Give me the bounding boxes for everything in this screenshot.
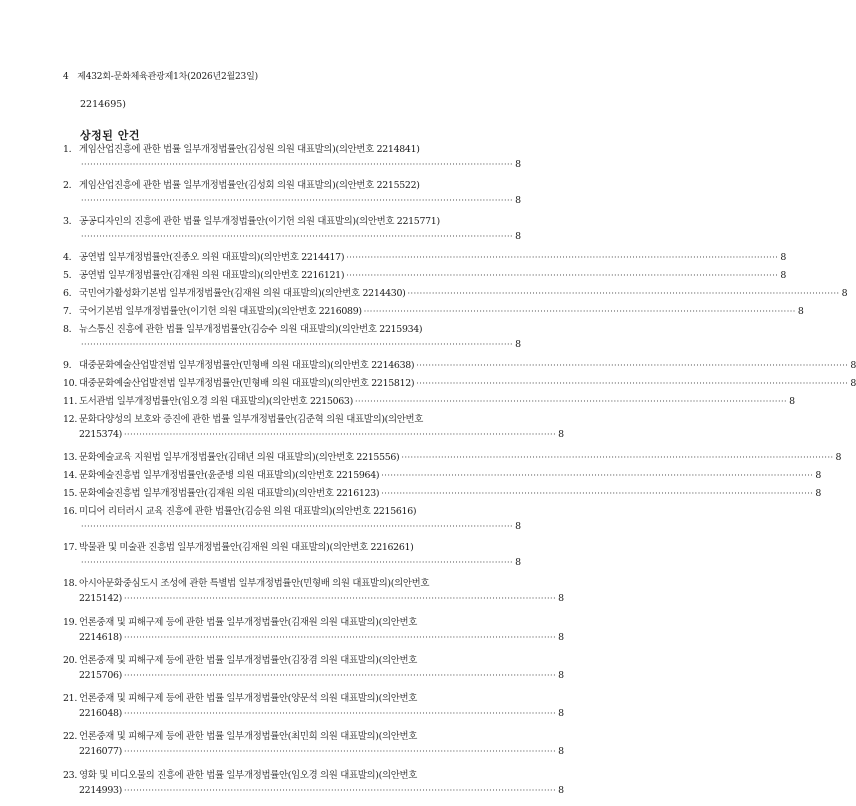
agenda-item-line — [63, 576, 505, 591]
page-number: 4 — [63, 72, 69, 82]
agenda-item-number: 3. — [63, 216, 72, 227]
agenda-item — [63, 286, 848, 301]
agenda-item-number: 6. — [63, 288, 72, 299]
agenda-item-line — [63, 427, 564, 442]
agenda-item — [63, 304, 804, 319]
agenda-item-line — [63, 229, 521, 244]
agenda-item-line — [63, 783, 564, 798]
agenda-item-number: 14. — [63, 470, 78, 482]
agenda-item-number: 18. — [63, 578, 78, 590]
agenda-item-title: 대중문화예술산업발전법 일부개정법률안(민형배 의원 대표발의)(의안번호 2214638) — [79, 360, 415, 371]
dot-leader — [416, 358, 848, 373]
agenda-item-title: 언론중재 및 피해구제 등에 관한 법률 일부개정법률안(김장겸 의원 대표발의)(의안번호 — [79, 654, 417, 666]
agenda-item-page: 8 — [558, 746, 564, 758]
dot-leader — [124, 668, 556, 683]
agenda-item-line — [63, 142, 505, 157]
agenda-item-title: 대중문화예술산업발전법 일부개정법률안(민형배 의원 대표발의)(의안번호 2215812) — [79, 378, 415, 389]
agenda-item-page: 8 — [850, 378, 856, 389]
dot-leader — [124, 630, 556, 645]
agenda-item-title: 국민여가활성화기본법 일부개정법률안(김재원 의원 대표발의)(의안번호 2214430) — [79, 288, 406, 299]
agenda-item-line — [63, 376, 856, 391]
agenda-item-page: 8 — [558, 429, 564, 440]
agenda-item-title: 공연법 일부개정법률안(김재원 의원 대표발의)(의안번호 2216121) — [79, 270, 345, 281]
dot-leader — [408, 286, 840, 301]
agenda-item-title: 문화예술교육 지원법 일부개정법률안(김태년 의원 대표발의)(의안번호 2215556) — [79, 452, 400, 464]
agenda-item-line — [63, 450, 842, 465]
agenda-item-line — [63, 744, 564, 759]
agenda-item-title: 게임산업진흥에 관한 법률 일부개정법률안(김성회 의원 대표발의)(의안번호 2215522) — [79, 180, 420, 191]
agenda-item-number: 10. — [63, 378, 78, 389]
agenda-item-page: 8 — [515, 339, 521, 350]
dot-leader — [81, 193, 513, 208]
agenda-item — [63, 615, 564, 645]
agenda-item-line — [63, 504, 505, 519]
agenda-item-line — [63, 193, 521, 208]
agenda-item-line — [63, 214, 505, 229]
agenda-item-number: 5. — [63, 270, 72, 281]
agenda-item-title: 뉴스통신 진흥에 관한 법률 일부개정법률안(김승수 의원 대표발의)(의안번호 2215934) — [79, 324, 423, 335]
agenda-item-line — [63, 691, 505, 706]
agenda-item — [63, 142, 521, 172]
dot-leader — [81, 157, 513, 172]
agenda-item-page: 8 — [797, 306, 804, 317]
agenda-item-page: 8 — [558, 784, 564, 796]
agenda-item-line — [63, 250, 786, 265]
agenda-item-number: 9. — [63, 360, 72, 371]
agenda-item — [63, 540, 521, 570]
dot-leader — [124, 591, 556, 606]
agenda-item-title: 문화다양성의 보호와 증진에 관한 법률 일부개정법률안(김준혁 의원 대표발의)(의안번호 — [79, 414, 424, 425]
dot-leader — [124, 706, 556, 721]
agenda-item — [63, 178, 521, 208]
agenda-item-number: 4. — [63, 252, 72, 263]
dot-leader — [346, 250, 778, 265]
agenda-item-page: 8 — [515, 159, 521, 170]
agenda-item-number: 7. — [63, 306, 72, 317]
agenda-item-line — [63, 591, 564, 606]
agenda-item — [63, 250, 786, 265]
agenda-item-page: 8 — [815, 488, 822, 500]
agenda-item-line — [63, 555, 521, 570]
agenda-item-line — [63, 486, 822, 501]
agenda-item-title: 언론중재 및 피해구제 등에 관한 법률 일부개정법률안(양문석 의원 대표발의)(의안번호 — [79, 693, 417, 705]
agenda-item-number: 22. — [63, 731, 78, 743]
agenda-item-line — [63, 668, 564, 683]
agenda-item — [63, 653, 564, 683]
agenda-item-number: 21. — [63, 693, 78, 705]
agenda-item-bill-number: 2215374) — [79, 429, 123, 440]
agenda-item-line — [63, 358, 856, 373]
agenda-item-title: 언론중재 및 피해구제 등에 관한 법률 일부개정법률안(김재원 의원 대표발의)(의안번호 — [79, 616, 417, 628]
agenda-item-page: 8 — [558, 593, 564, 605]
continued-bill-number: 2214695) — [80, 99, 127, 110]
agenda-item-line — [63, 768, 505, 783]
agenda-item — [63, 576, 564, 606]
agenda-item-number: 19. — [63, 616, 78, 628]
section-title: 상정된 안건 — [80, 129, 140, 142]
agenda-item-line — [63, 615, 505, 630]
dot-leader — [81, 555, 513, 570]
dot-leader — [81, 337, 513, 352]
agenda-item-page: 8 — [515, 557, 521, 569]
agenda-item-page: 8 — [815, 470, 822, 482]
agenda-item — [63, 268, 786, 283]
agenda-item — [63, 486, 822, 501]
agenda-item-number: 11. — [63, 396, 78, 407]
dot-leader — [416, 376, 848, 391]
dot-leader — [401, 450, 833, 465]
agenda-item-line — [63, 653, 505, 668]
agenda-item-title: 아시아문화중심도시 조성에 관한 특별법 일부개정법률안(민형배 의원 대표발의)(의안번호 — [79, 578, 430, 590]
page-header — [63, 69, 258, 82]
agenda-list — [63, 142, 856, 806]
agenda-item-bill-number: 2216077) — [79, 746, 123, 758]
agenda-item-line — [63, 337, 521, 352]
agenda-item — [63, 394, 795, 409]
agenda-item-page: 8 — [558, 708, 564, 720]
agenda-item — [63, 358, 856, 373]
agenda-item-title: 국어기본법 일부개정법률안(이기헌 의원 대표발의)(의안번호 2216089) — [79, 306, 362, 317]
agenda-item-title: 미디어 리터러시 교육 진흥에 관한 법률안(김승원 의원 대표발의)(의안번호 2215616) — [79, 506, 417, 518]
agenda-item-title: 공공디자인의 진흥에 관한 법률 일부개정법률안(이기헌 의원 대표발의)(의안번호 2215771) — [79, 216, 440, 227]
agenda-item-number: 23. — [63, 769, 78, 781]
agenda-item-page: 8 — [841, 288, 848, 299]
agenda-item-title: 문화예술진흥법 일부개정법률안(윤준병 의원 대표발의)(의안번호 2215964) — [79, 470, 380, 482]
agenda-item-line — [63, 157, 521, 172]
dot-leader — [124, 783, 556, 798]
agenda-item — [63, 504, 521, 534]
agenda-item-page: 8 — [558, 631, 564, 643]
dot-leader — [81, 519, 513, 534]
agenda-item-bill-number: 2216048) — [79, 708, 123, 720]
agenda-item-page: 8 — [789, 396, 795, 407]
session-title: 제432회-문화체육관광제1차(2026년2월23일) — [77, 72, 258, 82]
agenda-item-number: 17. — [63, 542, 78, 554]
agenda-item-title: 게임산업진흥에 관한 법률 일부개정법률안(김성원 의원 대표발의)(의안번호 2214841) — [79, 144, 420, 155]
agenda-item-line — [63, 178, 505, 193]
dot-leader — [381, 468, 813, 483]
agenda-item-line — [63, 630, 564, 645]
agenda-item-page: 8 — [835, 452, 842, 464]
agenda-item-line — [63, 519, 521, 534]
agenda-item-number: 15. — [63, 488, 78, 500]
agenda-item-page: 8 — [515, 231, 521, 242]
agenda-item-page: 8 — [780, 270, 786, 281]
agenda-item-line — [63, 268, 786, 283]
agenda-item-number: 20. — [63, 654, 78, 666]
agenda-item — [63, 691, 564, 721]
agenda-item-title: 박물관 및 미술관 진흥법 일부개정법률안(김재원 의원 대표발의)(의안번호 2216261) — [79, 542, 414, 554]
agenda-item-page: 8 — [515, 195, 521, 206]
dot-leader — [364, 304, 796, 319]
agenda-item-title: 공연법 일부개정법률안(진종오 의원 대표발의)(의안번호 2214417) — [79, 252, 345, 263]
dot-leader — [355, 394, 787, 409]
dot-leader — [124, 427, 556, 442]
agenda-item-page: 8 — [515, 521, 521, 533]
agenda-item — [63, 412, 564, 442]
agenda-item-title: 언론중재 및 피해구제 등에 관한 법률 일부개정법률안(최민희 의원 대표발의)(의안번호 — [79, 731, 417, 743]
agenda-item-bill-number: 2214618) — [79, 631, 123, 643]
agenda-item-line — [63, 540, 505, 555]
agenda-item — [63, 322, 521, 352]
agenda-item-bill-number: 2214993) — [79, 784, 123, 796]
agenda-item — [63, 468, 822, 483]
agenda-item — [63, 768, 564, 798]
agenda-item-line — [63, 286, 848, 301]
agenda-item-line — [63, 729, 505, 744]
agenda-item-line — [63, 394, 795, 409]
agenda-item — [63, 729, 564, 759]
agenda-item — [63, 214, 521, 244]
agenda-item-title: 문화예술진흥법 일부개정법률안(김재원 의원 대표발의)(의안번호 2216123) — [79, 488, 380, 500]
agenda-item-number: 16. — [63, 506, 78, 518]
agenda-item-number: 1. — [63, 144, 72, 155]
dot-leader — [381, 486, 813, 501]
agenda-item-number: 8. — [63, 324, 72, 335]
agenda-item-title: 도서관법 일부개정법률안(임오경 의원 대표발의)(의안번호 2215063) — [79, 396, 353, 407]
agenda-item-line — [63, 706, 564, 721]
agenda-item-line — [63, 412, 505, 427]
agenda-item-page: 8 — [780, 252, 786, 263]
dot-leader — [124, 744, 556, 759]
agenda-item-title: 영화 및 비디오물의 진흥에 관한 법률 일부개정법률안(임오경 의원 대표발의)(의안번호 — [79, 769, 417, 781]
agenda-item-bill-number: 2215142) — [79, 593, 123, 605]
agenda-item-line — [63, 468, 822, 483]
agenda-item-page: 8 — [558, 669, 564, 681]
agenda-item — [63, 376, 856, 391]
agenda-item-line — [63, 304, 804, 319]
agenda-item-number: 12. — [63, 414, 78, 425]
agenda-item-line — [63, 322, 505, 337]
dot-leader — [346, 268, 778, 283]
agenda-item-number: 2. — [63, 180, 72, 191]
dot-leader — [81, 229, 513, 244]
agenda-item-number: 13. — [63, 452, 78, 464]
agenda-item-bill-number: 2215706) — [79, 669, 123, 681]
agenda-item — [63, 450, 842, 465]
agenda-item-page: 8 — [850, 360, 856, 371]
